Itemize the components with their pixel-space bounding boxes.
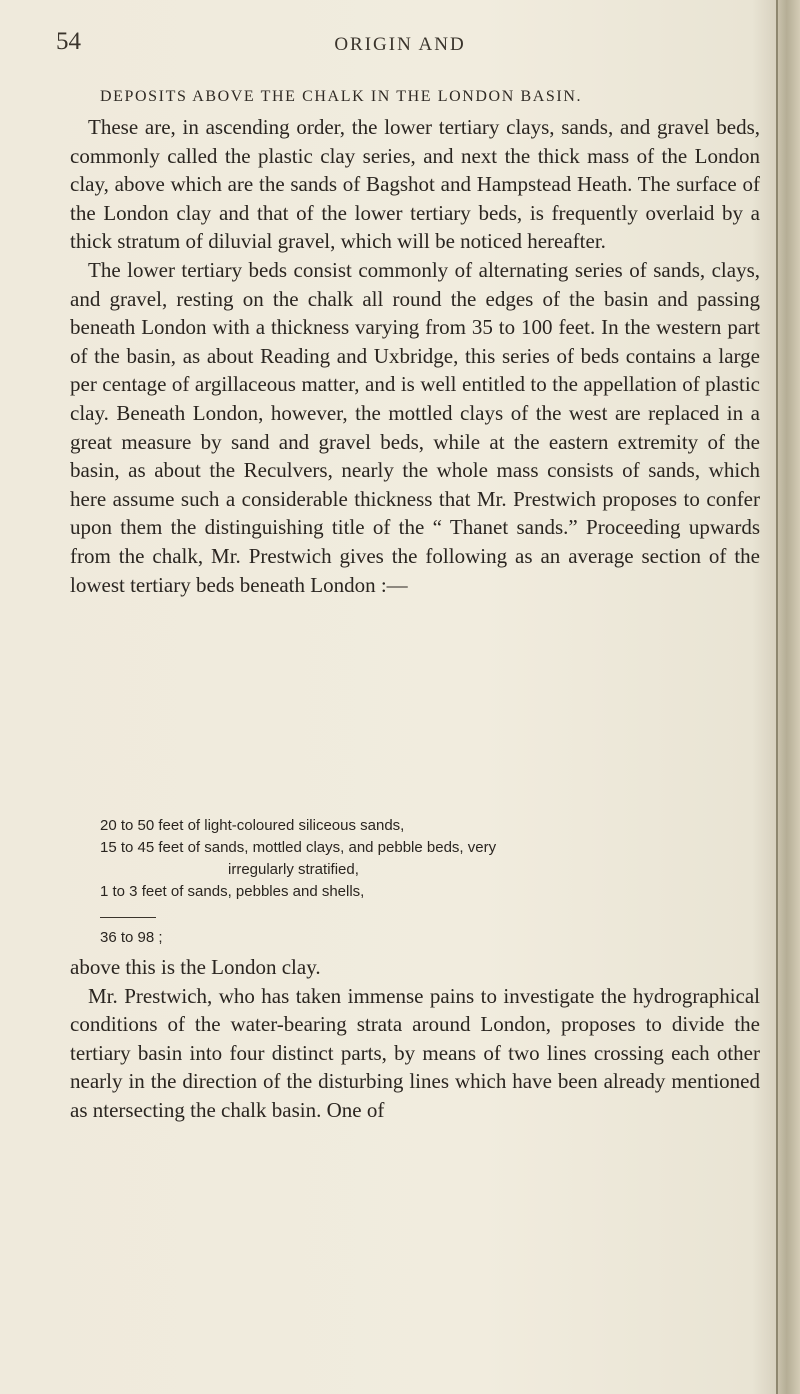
paragraph: Mr. Prestwich, who has taken immense pains to investigate the hydrographical conditions of the water-bearing strata around London, proposes to divide the tertiary basin into four distinct parts, by means of two lines crossing each other nearly in the direction of the disturbing lines which have been already mentioned as ntersecting the chalk basin. One of [70,983,760,1122]
running-head: ORIGIN AND [334,34,466,55]
body-text [70,113,760,599]
section-row: 1 to 3 feet of sands, pebbles and shells, [100,883,365,900]
average-section-table [100,815,750,903]
body-text-continued [70,953,760,1125]
paragraph: above this is the London clay. [70,955,321,979]
section-row: 20 to 50 feet of light-coloured siliceous sands, [100,817,405,834]
adjacent-page-edge [776,0,800,1394]
page-number: 54 [56,28,81,55]
section-row: 15 to 45 feet of sands, mottled clays, and pebble beds, very [100,839,497,856]
section-heading: DEPOSITS ABOVE THE CHALK IN THE LONDON BASIN. [100,88,583,105]
paragraph: The lower tertiary beds consist commonly of alternating series of sands, clays, and gravel, resting on the chalk all round the edges of the basin and passing beneath London with a thickness varying from 35 to 100 feet. In the western part of the basin, as about Reading and Uxbridge, this series of beds contains a large per centage of argillaceous matter, and is well entitled to the appellation of plastic clay. Beneath London, however, the mottled clays of the west are replaced in a great measure by sand and gravel beds, while at the eastern extremity of the basin, as about the Reculvers, nearly the whole mass consists of sands, which here assume such a considerable thickness that Mr. Prestwich proposes to confer upon them the distinguishing title of the “ Thanet sands.” Proceeding upwards from the chalk, Mr. Prestwich gives the following as an average section of the lowest tertiary beds beneath London :— [70,257,760,597]
sum-rule [100,917,156,918]
section-row-continuation: irregularly stratified, [228,861,359,878]
paragraph: These are, in ascending order, the lower tertiary clays, sands, and gravel beds, commonly called the plastic clay series, and next the thick mass of the London clay, above which are the sands of Bagshot and Hampstead Heath. The surface of the London clay and that of the lower tertiary beds, is frequently overlaid by a thick stratum of diluvial gravel, which will be noticed hereafter. [70,115,760,254]
section-total: 36 to 98 ; [100,929,163,946]
